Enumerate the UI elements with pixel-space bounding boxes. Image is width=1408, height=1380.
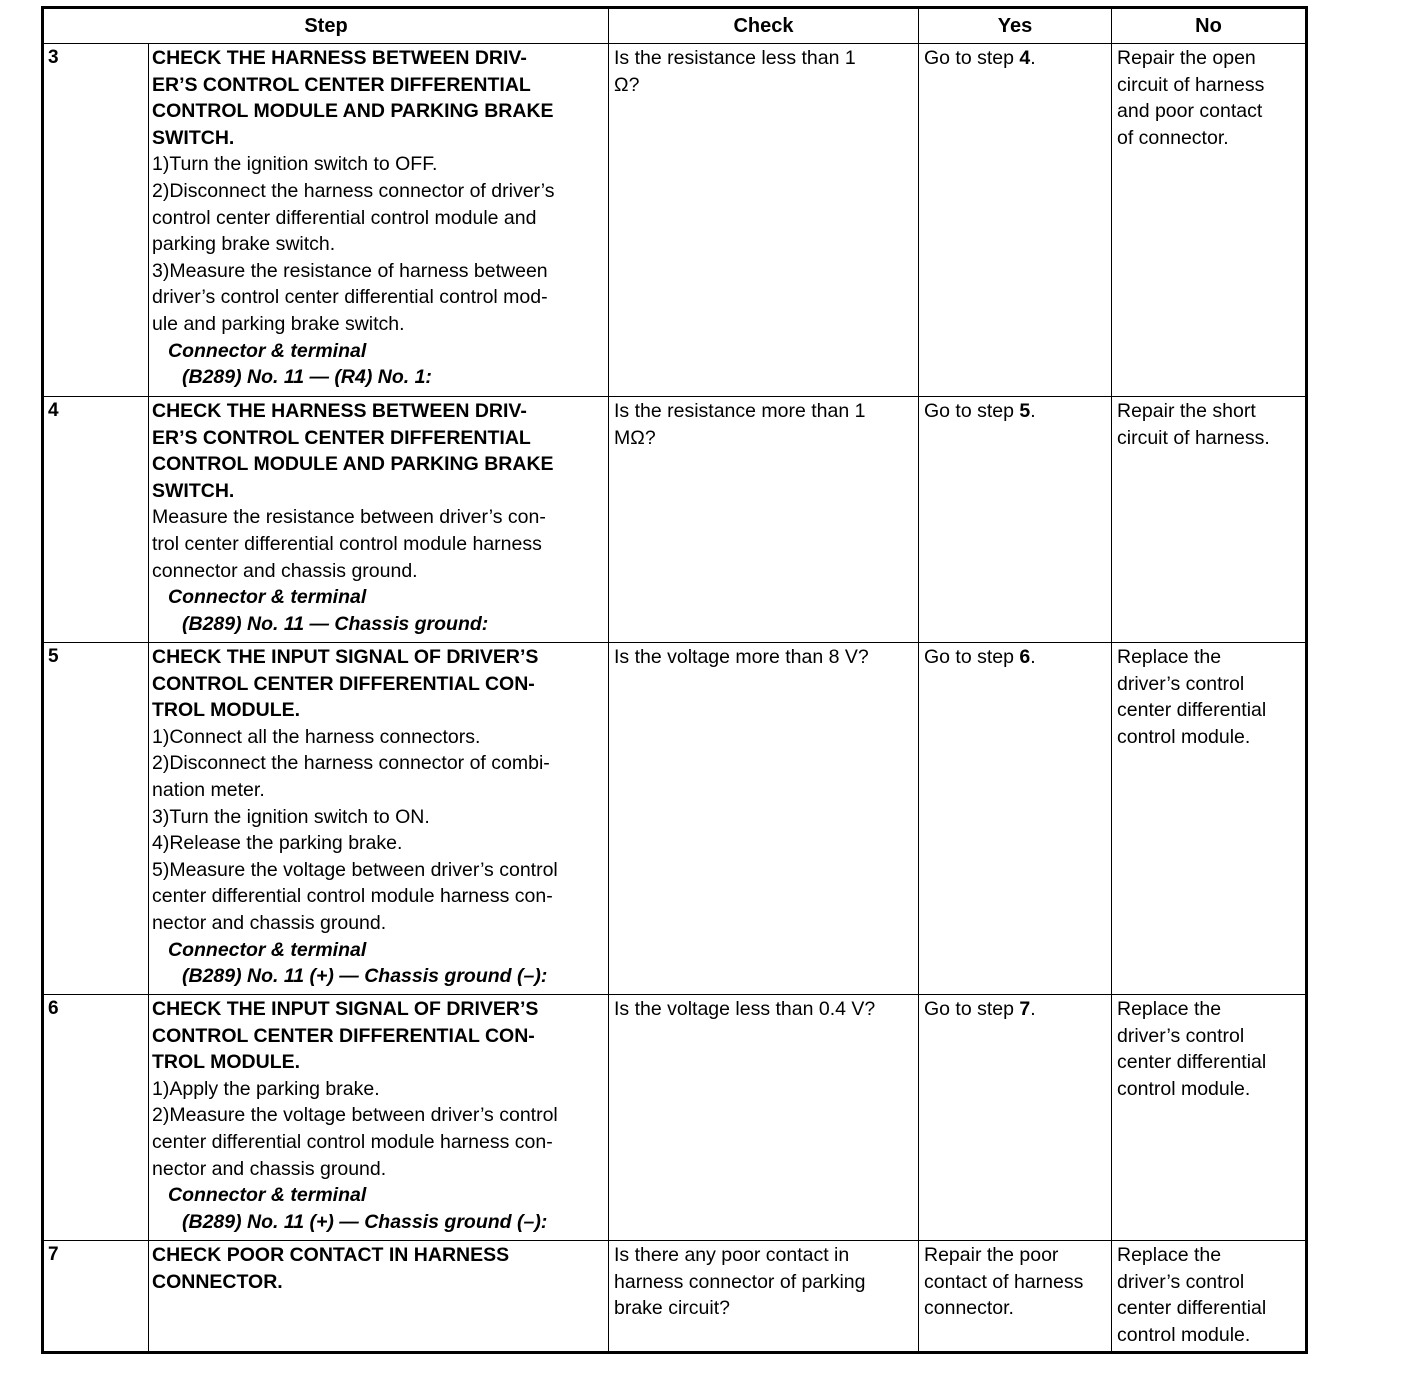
no-line: of connector. [1117,126,1229,149]
step-cell [149,643,609,995]
step-title-line: CHECK THE HARNESS BETWEEN DRIV- [152,400,527,422]
no-line: center differential [1117,699,1267,722]
check-cell [609,1241,919,1353]
header-check: Check [609,8,919,44]
yes-line [924,644,1107,671]
no-cell [1112,44,1307,397]
no-line: Replace the [1117,998,1222,1020]
check-line: harness connector of parking [614,1270,866,1293]
header-yes: Yes [919,8,1112,44]
step-instruction-line: parking brake switch. [152,233,336,256]
step-cell [149,1241,609,1353]
step-instruction-line: center differential control module harness con- [152,885,553,908]
step-title-line: CONNECTOR. [152,1270,283,1293]
connector-terminal-label: Connector & terminal [168,339,367,362]
no-line: circuit of harness [1117,73,1265,96]
connector-terminal-value: (B289) No. 11 — (R4) No. 1: [182,366,432,389]
step-instruction-line: connector and chassis ground. [152,559,418,582]
step-instruction-line: nector and chassis ground. [152,1157,387,1180]
no-line: and poor contact [1117,100,1263,123]
yes-suffix: . [1030,400,1036,422]
check-line: Is there any poor contact in [614,1244,850,1266]
step-instruction-line: 2)Measure the voltage between driver’s control [152,1104,558,1127]
yes-prefix: Go to step [924,47,1020,69]
step-instruction-line: nation meter. [152,778,265,801]
step-instruction-line: center differential control module harness con- [152,1130,553,1153]
step-instruction-line: 4)Release the parking brake. [152,832,403,855]
step-instruction-line: control center differential control module and [152,206,537,229]
check-line: Is the voltage less than 0.4 V? [614,998,876,1020]
yes-cell [919,643,1112,995]
connector-terminal-label: Connector & terminal [168,1184,367,1207]
no-line: driver’s control [1117,672,1245,695]
yes-line [924,45,1107,72]
step-title-line: CONTROL CENTER DIFFERENTIAL CON- [152,1024,535,1047]
yes-step-number: 4 [1019,47,1031,69]
check-line: Is the resistance more than 1 [614,400,866,422]
step-instruction-line: ule and parking brake switch. [152,312,405,335]
step-number: 6 [43,995,149,1241]
yes-step-number: 7 [1019,998,1031,1020]
no-cell [1112,1241,1307,1353]
step-instruction-line: 2)Disconnect the harness connector of combi- [152,752,550,775]
step-title-line: SWITCH. [152,479,235,502]
yes-step-number: 6 [1019,646,1031,668]
yes-suffix: . [1030,646,1036,668]
table-row [43,44,1307,397]
header-no: No [1112,8,1307,44]
yes-step-number: 5 [1019,400,1031,422]
yes-line [924,398,1107,425]
no-cell [1112,995,1307,1241]
step-title-line: ER’S CONTROL CENTER DIFFERENTIAL [152,426,531,449]
step-title-line: CHECK THE INPUT SIGNAL OF DRIVER’S [152,998,539,1020]
no-line: Repair the short [1117,400,1256,422]
yes-prefix: Go to step [924,400,1020,422]
step-title-line: TROL MODULE. [152,1051,301,1074]
yes-line: Repair the poor [924,1244,1059,1266]
yes-cell [919,44,1112,397]
step-title-line: CONTROL CENTER DIFFERENTIAL CON- [152,672,535,695]
step-title-line: CHECK THE HARNESS BETWEEN DRIV- [152,47,527,69]
table-row [43,1241,1307,1353]
step-number: 3 [43,44,149,397]
step-instruction-line: 2)Disconnect the harness connector of driver’s [152,179,555,202]
table-row [43,643,1307,995]
step-title-line: ER’S CONTROL CENTER DIFFERENTIAL [152,73,531,96]
check-line: Ω? [614,73,640,96]
step-instruction-line: trol center differential control module harness [152,532,542,555]
check-cell [609,44,919,397]
step-title-line: SWITCH. [152,126,235,149]
no-line: control module. [1117,1323,1251,1346]
check-line: Is the resistance less than 1 [614,47,856,69]
step-instruction-line: 5)Measure the voltage between driver’s control [152,858,558,881]
no-line: center differential [1117,1051,1267,1074]
step-instruction-line: driver’s control center differential control mod- [152,286,548,309]
yes-prefix: Go to step [924,998,1020,1020]
step-instruction-line: nector and chassis ground. [152,911,387,934]
no-line: circuit of harness. [1117,426,1270,449]
connector-terminal-value: (B289) No. 11 (+) — Chassis ground (–): [182,965,548,988]
no-line: Repair the open [1117,47,1256,69]
yes-cell [919,397,1112,643]
check-cell [609,397,919,643]
step-instruction-line: 1)Connect all the harness connectors. [152,725,481,748]
no-line: driver’s control [1117,1270,1245,1293]
step-instruction-line: 3)Measure the resistance of harness between [152,259,548,282]
step-title-line: CONTROL MODULE AND PARKING BRAKE [152,453,554,476]
no-line: Replace the [1117,646,1222,668]
step-instruction-line: 1)Turn the ignition switch to OFF. [152,153,438,176]
connector-terminal-value: (B289) No. 11 — Chassis ground: [182,612,489,635]
yes-suffix: . [1030,47,1036,69]
check-line: Is the voltage more than 8 V? [614,646,869,668]
step-number: 4 [43,397,149,643]
no-cell [1112,397,1307,643]
no-line: Replace the [1117,1244,1222,1266]
yes-prefix: Go to step [924,646,1020,668]
yes-suffix: . [1030,998,1036,1020]
table-body [43,44,1307,1353]
connector-terminal-value: (B289) No. 11 (+) — Chassis ground (–): [182,1210,548,1233]
no-line: control module. [1117,725,1251,748]
step-title-line: CHECK POOR CONTACT IN HARNESS [152,1244,510,1266]
table-row [43,995,1307,1241]
no-line: driver’s control [1117,1024,1245,1047]
table-row [43,397,1307,643]
troubleshooting-table [41,6,1308,1354]
yes-line: contact of harness [924,1270,1084,1293]
check-line: brake circuit? [614,1297,730,1320]
step-number: 7 [43,1241,149,1353]
step-instruction-line: Measure the resistance between driver’s con- [152,506,546,529]
step-title-line: CONTROL MODULE AND PARKING BRAKE [152,100,554,123]
yes-line: connector. [924,1297,1014,1320]
step-cell [149,397,609,643]
step-instruction-line: 1)Apply the parking brake. [152,1077,380,1100]
no-line: center differential [1117,1297,1267,1320]
check-line: MΩ? [614,426,656,449]
check-cell [609,643,919,995]
connector-terminal-label: Connector & terminal [168,938,367,961]
no-line: control module. [1117,1077,1251,1100]
yes-cell [919,1241,1112,1353]
check-cell [609,995,919,1241]
step-number: 5 [43,643,149,995]
step-cell [149,995,609,1241]
step-cell [149,44,609,397]
step-instruction-line: 3)Turn the ignition switch to ON. [152,805,430,828]
step-title-line: TROL MODULE. [152,699,301,722]
yes-cell [919,995,1112,1241]
no-cell [1112,643,1307,995]
header-row [43,8,1307,44]
yes-line [924,996,1107,1023]
step-title-line: CHECK THE INPUT SIGNAL OF DRIVER’S [152,646,539,668]
connector-terminal-label: Connector & terminal [168,586,367,609]
header-step: Step [43,8,609,44]
